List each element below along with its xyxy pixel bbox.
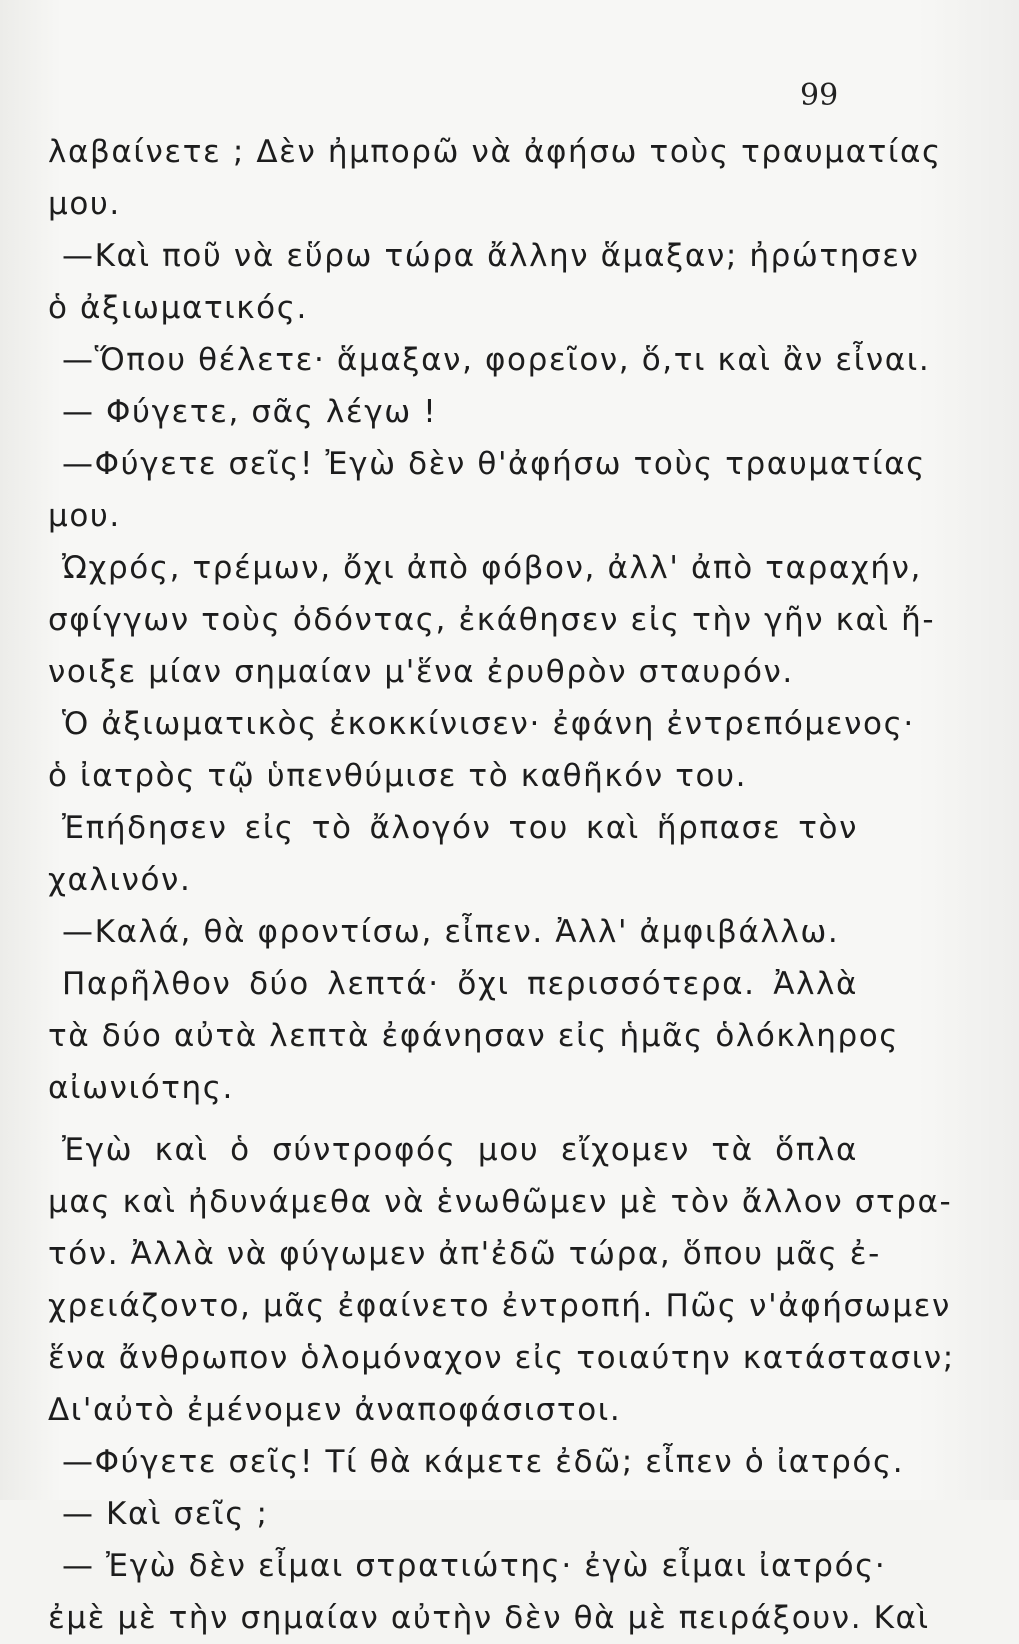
text-line: μου. <box>48 498 121 534</box>
text-line: Ἐγὼ καὶ ὁ σύντροφός μου εἴχομεν τὰ ὅπλα <box>62 1132 858 1168</box>
text-line: χρειάζοντο, μᾶς ἐφαίνετο ἐντροπή. Πῶς ν'ἀφήσωμεν <box>48 1288 951 1324</box>
text-line: —Ὅπου θέλετε· ἅμαξαν, φορεῖον, ὅ,τι καὶ ἂν εἶναι. <box>62 342 931 378</box>
text-line: χαλινόν. <box>48 862 192 898</box>
text-line: ἐμὲ μὲ τὴν σημαίαν αὐτὴν δὲν θὰ μὲ πειράξουν. Καὶ <box>48 1600 930 1636</box>
text-line: — Φύγετε, σᾶς λέγω ! <box>62 394 438 430</box>
text-line: Ὁ ἀξιωματικὸς ἐκοκκίνισεν· ἐφάνη ἐντρεπόμενος· <box>62 706 915 742</box>
text-line: —Καὶ ποῦ νὰ εὕρω τώρα ἄλλην ἅμαξαν; ἠρώτησεν <box>62 238 920 274</box>
text-line: μου. <box>48 186 121 222</box>
text-line: Παρῆλθον δύο λεπτά· ὄχι περισσότερα. Ἀλλὰ <box>62 966 858 1002</box>
body-text <box>48 126 955 1644</box>
text-line: —Καλά, θὰ φροντίσω, εἶπεν. Ἀλλ' ἀμφιβάλλω. <box>62 914 840 950</box>
text-line: σφίγγων τοὺς ὀδόντας, ἐκάθησεν εἰς τὴν γῆν καὶ ἤ- <box>48 602 936 638</box>
text-line: —Φύγετε σεῖς! Τί θὰ κάμετε ἐδῶ; εἶπεν ὁ ἰατρός. <box>62 1444 905 1480</box>
text-line: Ὠχρός, τρέμων, ὄχι ἀπὸ φόβον, ἀλλ' ἀπὸ ταραχήν, <box>62 550 923 586</box>
text-line: — Καὶ σεῖς ; <box>62 1496 269 1532</box>
text-line: νοιξε μίαν σημαίαν μ'ἕνα ἐρυθρὸν σταυρόν. <box>48 654 794 690</box>
text-line: ἕνα ἄνθρωπον ὁλομόναχον εἰς τοιαύτην κατάστασιν; <box>48 1340 955 1376</box>
text-line: ὁ ἀξιωματικός. <box>48 290 308 326</box>
text-line: Ἐπήδησεν εἰς τὸ ἄλογόν του καὶ ἥρπασε τὸν <box>62 810 858 846</box>
text-line: —Φύγετε σεῖς! Ἐγὼ δὲν θ'ἀφήσω τοὺς τραυματίας <box>62 446 926 482</box>
text-line: μας καὶ ἠδυνάμεθα νὰ ἑνωθῶμεν μὲ τὸν ἄλλον στρα- <box>48 1184 953 1220</box>
text-line: — Ἐγὼ δὲν εἶμαι στρατιώτης· ἐγὼ εἶμαι ἰατρός· <box>62 1548 887 1584</box>
text-line: Δι'αὐτὸ ἐμένομεν ἀναποφάσιστοι. <box>48 1392 622 1428</box>
text-line: τόν. Ἀλλὰ νὰ φύγωμεν ἀπ'ἐδῶ τώρα, ὅπου μᾶς ἐ- <box>48 1236 881 1272</box>
text-line: τὰ δύο αὐτὰ λεπτὰ ἐφάνησαν εἰς ἡμᾶς ὁλόκληρος <box>48 1018 900 1054</box>
text-line: ὁ ἰατρὸς τῷ ὑπενθύμισε τὸ καθῆκόν του. <box>48 758 748 794</box>
text-line: λαβαίνετε ; Δὲν ἠμπορῶ νὰ ἀφήσω τοὺς τραυματίας <box>48 134 942 170</box>
page-number: 99 <box>800 78 839 113</box>
text-line: αἰωνιότης. <box>48 1070 235 1106</box>
